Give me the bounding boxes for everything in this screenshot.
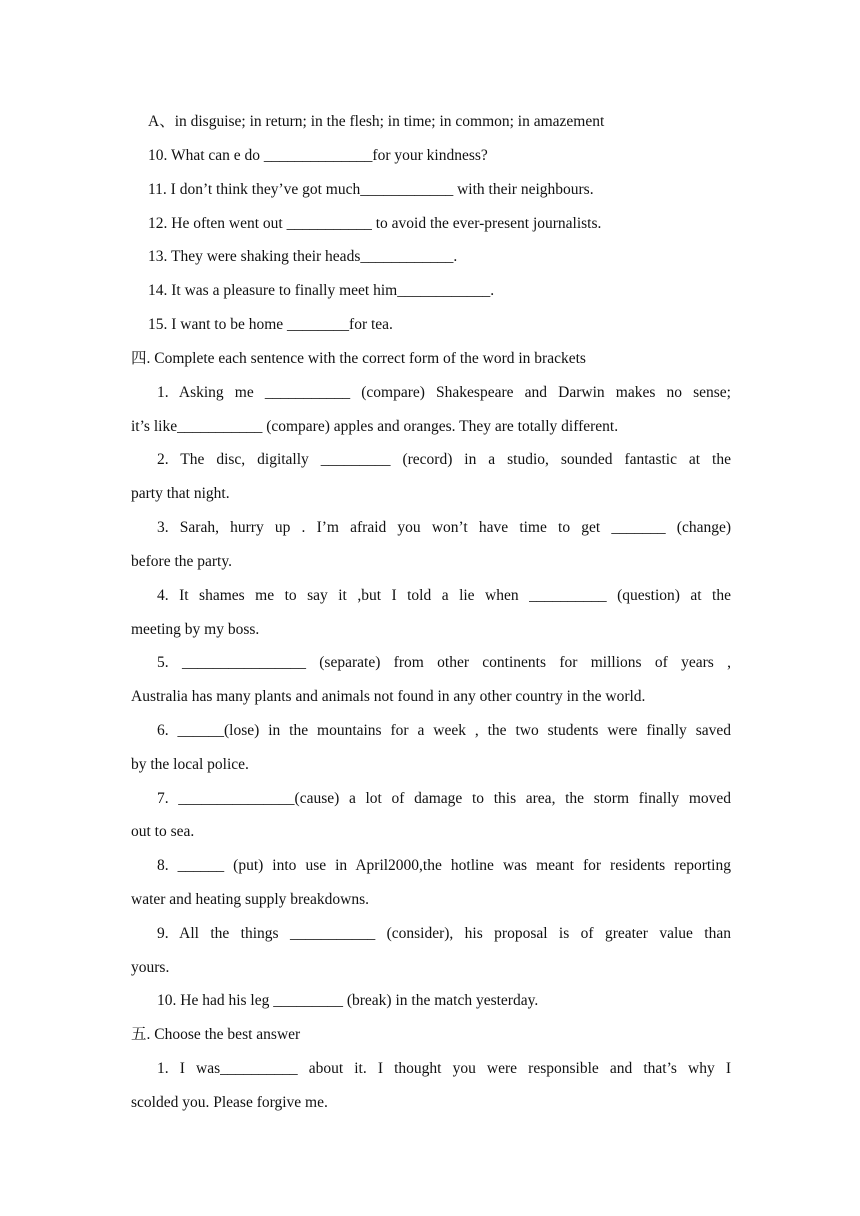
exercise-item-continuation: meeting by my boss. [131,621,260,638]
exercise-item: 11. I don’t think they’ve got much____________ with their neighbours. [148,181,594,198]
exercise-item: 8. ______ (put) into use in April2000,the hotline was meant for residents reporting [157,857,731,874]
exercise-item-continuation: scolded you. Please forgive me. [131,1094,328,1111]
exercise-item: 12. He often went out ___________ to avoid the ever-present journalists. [148,215,602,232]
exercise-item: 2. The disc, digitally _________ (record) in a studio, sounded fantastic at the [157,451,731,468]
exercise-item-continuation: out to sea. [131,823,195,840]
exercise-item-continuation: water and heating supply breakdowns. [131,891,370,908]
exercise-item: 14. It was a pleasure to finally meet him____________. [148,282,495,299]
exercise-item: 4. It shames me to say it ,but I told a lie when __________ (question) at the [157,587,731,604]
exercise-item: 10. What can e do ______________for your kindness? [148,147,488,164]
options-line: A、in disguise; in return; in the flesh; in time; in common; in amazement [148,113,605,130]
exercise-item-continuation: before the party. [131,553,232,570]
exercise-item: 15. I want to be home ________for tea. [148,316,393,333]
exercise-item-continuation: party that night. [131,485,230,502]
exercise-item: 10. He had his leg _________ (break) in the match yesterday. [157,992,539,1009]
exercise-item: 1. Asking me ___________ (compare) Shakespeare and Darwin makes no sense; [157,384,731,401]
exercise-item: 3. Sarah, hurry up . I’m afraid you won’t have time to get _______ (change) [157,519,731,536]
exercise-item: 13. They were shaking their heads____________. [148,248,458,265]
exercise-item-continuation: by the local police. [131,756,249,773]
exercise-item: 1. I was__________ about it. I thought you were responsible and that’s why I [157,1060,731,1077]
exercise-item: 7. _______________(cause) a lot of damage to this area, the storm finally moved [157,790,731,807]
exercise-item: 6. ______(lose) in the mountains for a week , the two students were finally saved [157,722,731,739]
exercise-item-continuation: Australia has many plants and animals not found in any other country in the world. [131,688,646,705]
exercise-item-continuation: it’s like___________ (compare) apples and oranges. They are totally different. [131,418,619,435]
exercise-item: 9. All the things ___________ (consider), his proposal is of greater value than [157,925,731,942]
section-heading: 五. Choose the best answer [131,1026,301,1043]
section-heading: 四. Complete each sentence with the correct form of the word in brackets [131,350,586,367]
exercise-item-continuation: yours. [131,959,170,976]
exercise-item: 5. ________________ (separate) from other continents for millions of years , [157,654,731,671]
